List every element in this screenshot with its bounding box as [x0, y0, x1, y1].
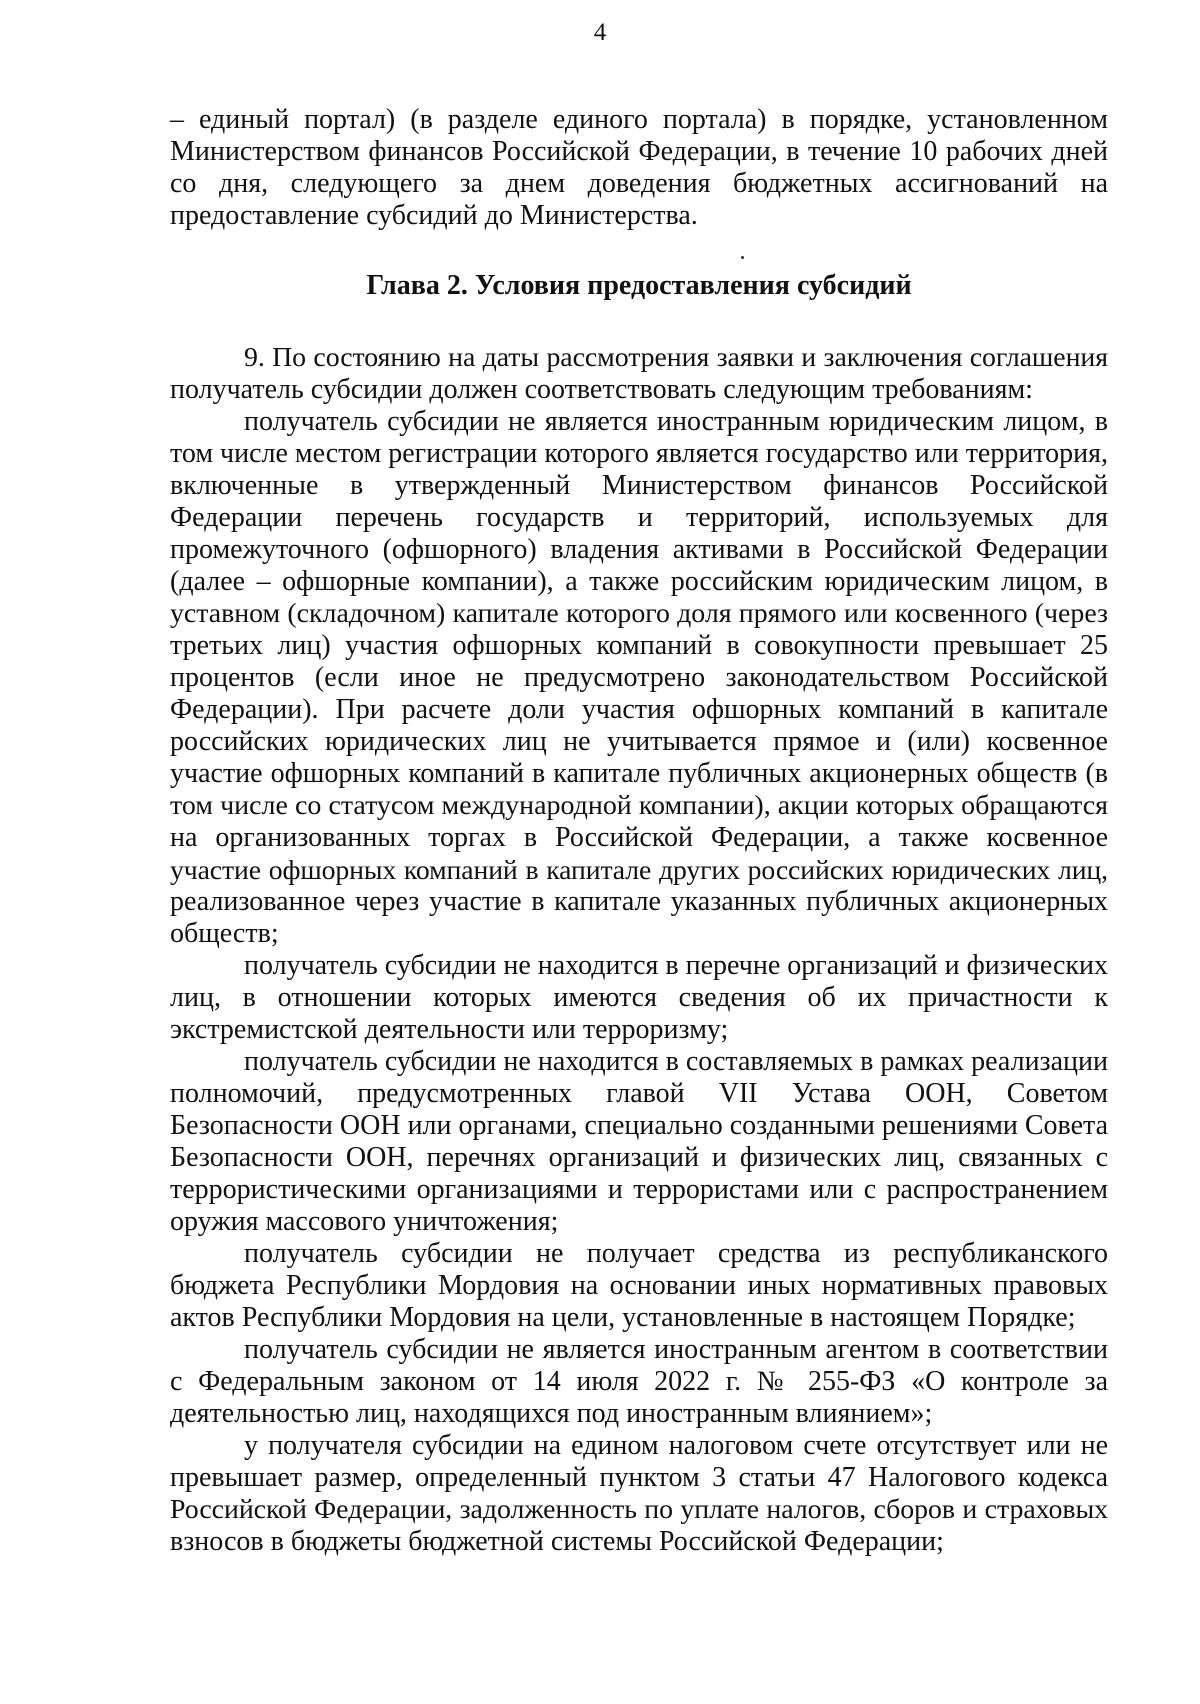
- text-line: получатель субсидии не находится в составляемых в рамках реализации: [244, 1046, 1108, 1077]
- text-line: реализованное через участие в капитале указанных публичных акционерных: [170, 886, 1108, 917]
- document-body: [170, 104, 1108, 1558]
- text-line: Федерации перечень государств и территорий, используемых для: [170, 502, 1108, 533]
- text-line: получатель субсидии не получает средства из республиканского: [244, 1238, 1108, 1269]
- text-line: у получателя субсидии на едином налоговом счете отсутствует или не: [244, 1430, 1108, 1461]
- text-line: деятельностью лиц, находящихся под иностранным влиянием»;: [170, 1398, 933, 1429]
- text-line: превышает размер, определенный пунктом 3 статьи 47 Налогового кодекса: [170, 1462, 1108, 1493]
- text-line: Безопасности ООН, перечнях организаций и физических лиц, связанных с: [170, 1142, 1108, 1173]
- text-line: уставном (складочном) капитале которого доля прямого или косвенного (через: [170, 598, 1108, 629]
- text-line: получатель субсидии не является иностранным юридическим лицом, в: [244, 406, 1108, 437]
- text-line: экстремистской деятельности или терроризму;: [170, 1014, 729, 1045]
- requirements-section: [170, 342, 1108, 1558]
- text-line: обществ;: [170, 918, 279, 949]
- requirement-paragraph: [170, 950, 1108, 1046]
- text-line: Федерации). При расчете доли участия офшорных компаний в капитале: [170, 694, 1108, 725]
- requirement-paragraph: [170, 1238, 1108, 1334]
- text-line: террористическими организациями и террористами или с распространением: [170, 1174, 1108, 1205]
- text-line: получатель субсидии не является иностранным агентом в соответствии: [244, 1334, 1108, 1365]
- text-line: Безопасности ООН или органами, специально созданными решениями Совета: [170, 1110, 1109, 1141]
- text-line: взносов в бюджеты бюджетной системы Российской Федерации;: [170, 1526, 944, 1557]
- text-line: актов Республики Мордовия на цели, установленные в настоящем Порядке;: [170, 1302, 1076, 1333]
- text-line: Российской Федерации, задолженность по уплате налогов, сборов и страховых: [170, 1494, 1108, 1525]
- text-line: том числе со статусом международной компании), акции которых обращаются: [170, 790, 1108, 821]
- page-number: 4: [593, 19, 607, 46]
- text-line: российских юридических лиц не учитывается прямое и (или) косвенное: [170, 726, 1108, 757]
- text-line: на организованных торгах в Российской Федерации, а также косвенное: [170, 822, 1108, 853]
- top-paragraph: [170, 104, 1108, 232]
- text-line: 9. По состоянию на даты рассмотрения заявки и заключения соглашения: [244, 342, 1108, 373]
- text-line: получатель субсидии не находится в перечне организаций и физических: [244, 950, 1108, 981]
- text-line: лиц, в отношении которых имеются сведения об их причастности к: [170, 982, 1108, 1013]
- text-line: получатель субсидии должен соответствовать следующим требованиям:: [170, 374, 1033, 405]
- requirement-paragraph: [170, 1334, 1108, 1430]
- text-line: процентов (если иное не предусмотрено законодательством Российской: [170, 662, 1108, 693]
- requirement-paragraph: [170, 342, 1108, 406]
- text-line: оружия массового уничтожения;: [170, 1206, 559, 1237]
- text-line: с Федеральным законом от 14 июля 2022 г. № 255-ФЗ «О контроле за: [170, 1366, 1108, 1397]
- text-line: промежуточного (офшорного) владения активами в Российской Федерации: [170, 534, 1108, 565]
- text-line: участие офшорных компаний в капитале других российских юридических лиц,: [170, 854, 1108, 885]
- text-line: включенные в утвержденный Министерством финансов Российской: [170, 470, 1108, 501]
- text-line: третьих лиц) участия офшорных компаний в совокупности превышает 25: [170, 630, 1108, 661]
- text-line: со дня, следующего за днем доведения бюджетных ассигнований на: [170, 168, 1108, 199]
- text-line: (далее – офшорные компании), а также российским юридическим лицом, в: [170, 566, 1108, 597]
- requirement-paragraph: [170, 406, 1108, 950]
- text-line: бюджета Республики Мордовия на основании иных нормативных правовых: [170, 1270, 1108, 1301]
- text-line: том числе местом регистрации которого является государство или территория,: [170, 438, 1108, 469]
- requirement-paragraph: [170, 1430, 1108, 1558]
- text-line: участие офшорных компаний в капитале публичных акционерных обществ (в: [170, 758, 1108, 789]
- requirement-paragraph: [170, 1046, 1108, 1238]
- chapter-heading: Глава 2. Условия предоставления субсидий: [366, 270, 912, 301]
- text-line: Министерством финансов Российской Федерации, в течение 10 рабочих дней: [170, 136, 1108, 167]
- text-line: полномочий, предусмотренных главой VII Устава ООН, Советом: [170, 1078, 1108, 1109]
- text-line: – единый портал) (в разделе единого портала) в порядке, установленном: [170, 104, 1108, 135]
- text-line: предоставление субсидий до Министерства.: [170, 200, 698, 231]
